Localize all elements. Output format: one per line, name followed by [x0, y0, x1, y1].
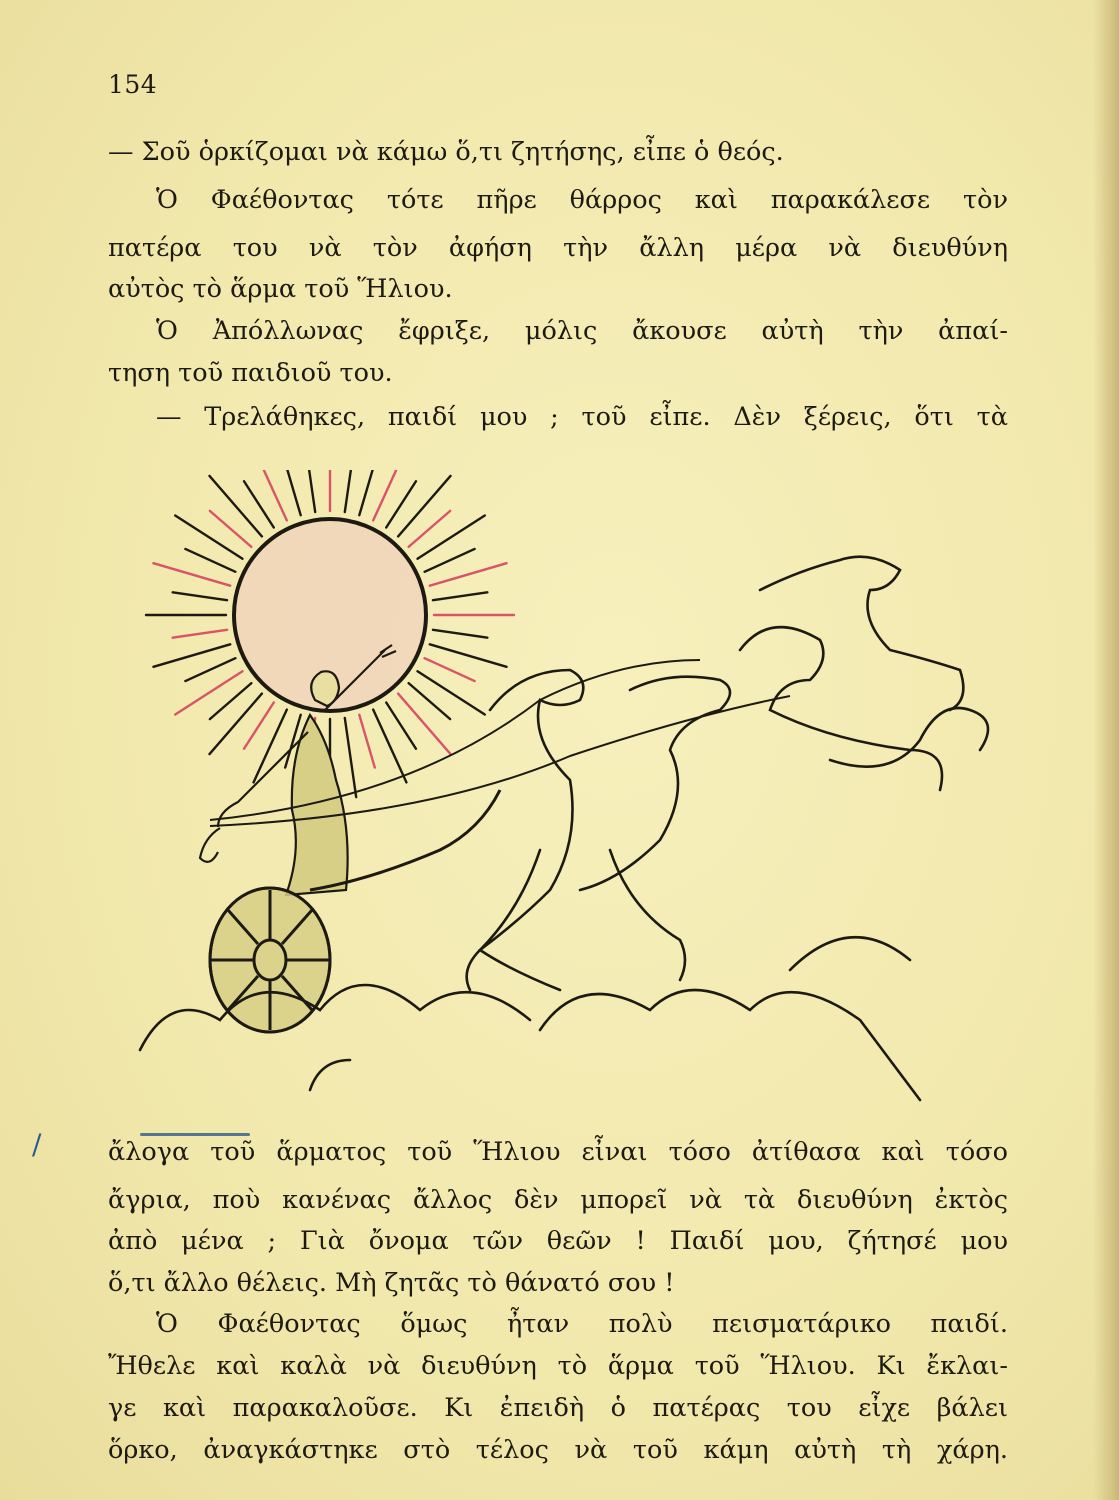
sun-ray — [153, 644, 230, 667]
text-line: ἀπὸ μένα ; Γιὰ ὄνομα τῶν θεῶν ! Παιδί μου, ζήτησέ μου — [108, 1226, 1008, 1256]
text-line: Ὁ Ἀπόλλωνας ἔφριξε, μόλις ἄκουσε αὐτὴ τὴν ἀπαί- — [156, 316, 1008, 346]
sun-ray — [425, 549, 475, 572]
text-line: ὅρκο, ἀναγκάστηκε στὸ τέλος νὰ τοῦ κάμη αὐτὴ τὴ χάρη. — [108, 1435, 1008, 1465]
text-line: αὐτὸς τὸ ἅρμα τοῦ Ἥλιου. — [108, 274, 453, 304]
sun-ray — [359, 470, 374, 515]
sun-ray — [433, 630, 487, 638]
sun-ray — [254, 710, 287, 783]
text-line: — Σοῦ ὁρκίζομαι νὰ κάμω ὅ,τι ζητήσης, εἶπε ὁ θεός. — [108, 137, 784, 167]
pen-mark: / — [32, 1128, 42, 1161]
sun-ray — [417, 671, 484, 714]
sun-ray — [185, 549, 235, 572]
sun-ray — [254, 470, 287, 520]
sun-ray — [210, 476, 262, 536]
sun-ray — [433, 592, 487, 600]
sun-ray — [425, 658, 475, 681]
sun-ray — [373, 710, 406, 783]
text-line: πατέρα του νὰ τὸν ἀφήση τὴν ἄλλη μέρα νὰ διευθύνη — [108, 233, 1008, 263]
sun-ray — [175, 671, 242, 714]
sun-ray — [210, 694, 262, 754]
page-number: 154 — [108, 70, 158, 99]
page-edge — [1093, 0, 1119, 1500]
chariot-illustration — [110, 470, 1010, 1110]
sun-ray — [398, 476, 450, 536]
text-line: ὅ,τι ἄλλο θέλεις. Μὴ ζητᾶς τὸ θάνατό σου ! — [108, 1268, 675, 1298]
sun-ray — [373, 470, 406, 520]
sun-ray — [153, 563, 230, 586]
sun-ray — [430, 563, 507, 586]
sun-ray — [304, 470, 315, 512]
sun-ray — [430, 644, 507, 667]
sun-ray — [417, 516, 484, 559]
horses — [467, 557, 988, 990]
text-line: ἄλογα τοῦ ἅρματος τοῦ Ἥλιου εἶναι τόσο ἀτίθασα καὶ τόσο — [108, 1137, 1008, 1167]
sun-ray — [175, 516, 242, 559]
sun-ray — [185, 658, 235, 681]
sun-icon — [146, 470, 514, 797]
text-line: — Τρελάθηκες, παιδί μου ; τοῦ εἶπε. Δὲν ξέρεις, ὅτι τὰ — [156, 402, 1008, 432]
sun-ray — [345, 470, 356, 512]
sun-ray — [173, 630, 227, 638]
sun-ray — [173, 592, 227, 600]
text-line: ἄγρια, ποὺ κανένας ἄλλος δὲν μπορεῖ νὰ τὰ διευθύνη ἐκτὸς — [108, 1185, 1008, 1215]
text-line: Ἤθελε καὶ καλὰ νὰ διευθύνη τὸ ἅρμα τοῦ Ἥλιου. Κι ἔκλαι- — [108, 1351, 1008, 1381]
sun-ray — [285, 470, 300, 515]
sun-ray — [359, 715, 374, 768]
sun-ray — [345, 718, 356, 797]
text-line: Ὁ Φαέθοντας τότε πῆρε θάρρος καὶ παρακάλεσε τὸν — [156, 185, 1008, 215]
text-line: γε καὶ παρακαλοῦσε. Κι ἐπειδὴ ὁ πατέρας του εἶχε βάλει — [108, 1393, 1008, 1423]
sun-ray — [398, 694, 450, 754]
text-line: τηση τοῦ παιδιοῦ του. — [108, 358, 393, 388]
text-line: Ὁ Φαέθοντας ὅμως ἦταν πολὺ πεισματάρικο παιδί. — [156, 1309, 1008, 1339]
